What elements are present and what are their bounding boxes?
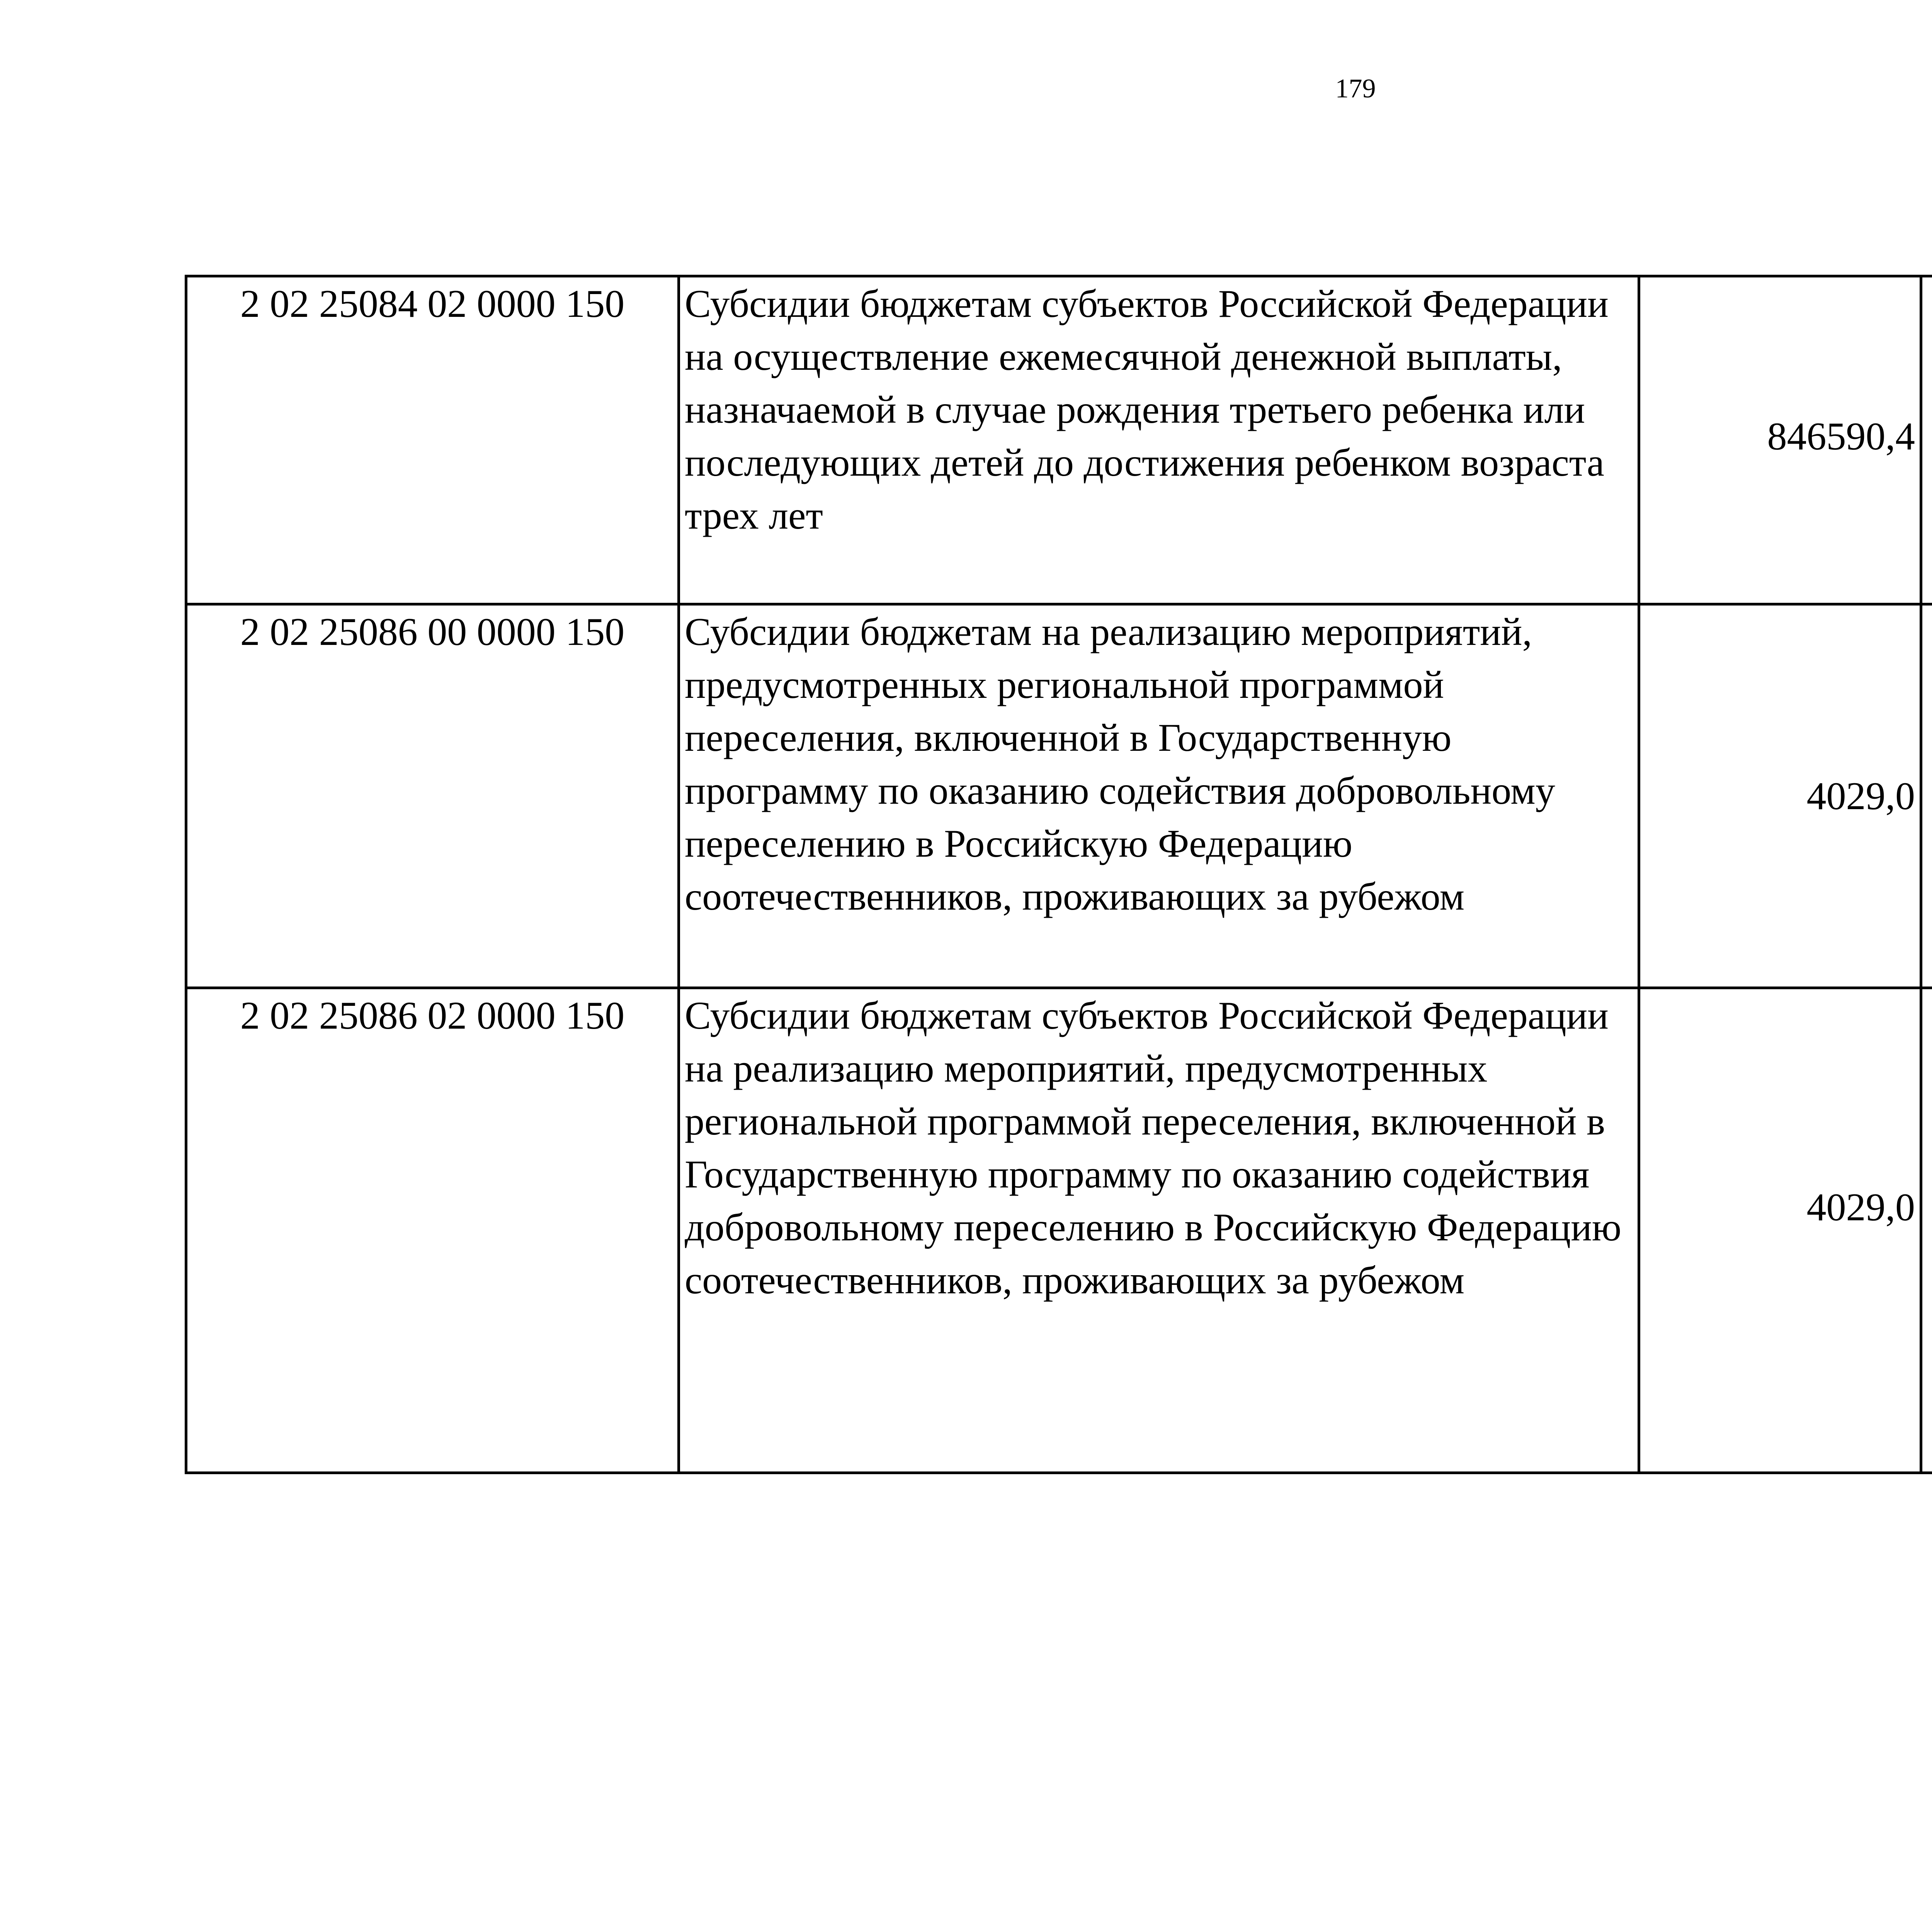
budget-code-cell: 2 02 25086 02 0000 150 — [186, 988, 679, 1473]
budget-code-cell: 2 02 25084 02 0000 150 — [186, 276, 679, 604]
description-cell: Субсидии бюджетам субъектов Российской Федерации на осуществление ежемесячной денежной выплаты, назначаемой в случае рождения третьего ребенка или последующих детей до достижения ребенком возраста трех лет — [679, 276, 1639, 604]
amount-cell-2 — [1921, 988, 1932, 1473]
table-row — [186, 988, 1932, 1473]
table-row — [186, 276, 1932, 604]
budget-revenue-table — [185, 275, 1932, 1474]
table-row — [186, 604, 1932, 988]
description-cell: Субсидии бюджетам субъектов Российской Федерации на реализацию мероприятий, предусмотренных региональной программой переселения, включенной в Государственную программу по оказанию содействия добровольному переселению в Российскую Федерацию соотечественников, проживающих за рубежом — [679, 988, 1639, 1473]
page-number: 179 — [1335, 74, 1376, 104]
description-cell: Субсидии бюджетам на реализацию мероприятий, предусмотренных региональной программой переселения, включенной в Государственную программу по оказанию содействия добровольному переселению в Российскую Федерацию соотечественников, проживающих за рубежом — [679, 604, 1639, 988]
amount-cell-1: 846590,4 — [1639, 276, 1921, 604]
budget-code-cell: 2 02 25086 00 0000 150 — [186, 604, 679, 988]
amount-cell-1: 4029,0 — [1639, 988, 1921, 1473]
amount-cell-2 — [1921, 604, 1932, 988]
amount-cell-1: 4029,0 — [1639, 604, 1921, 988]
amount-cell-2 — [1921, 276, 1932, 604]
